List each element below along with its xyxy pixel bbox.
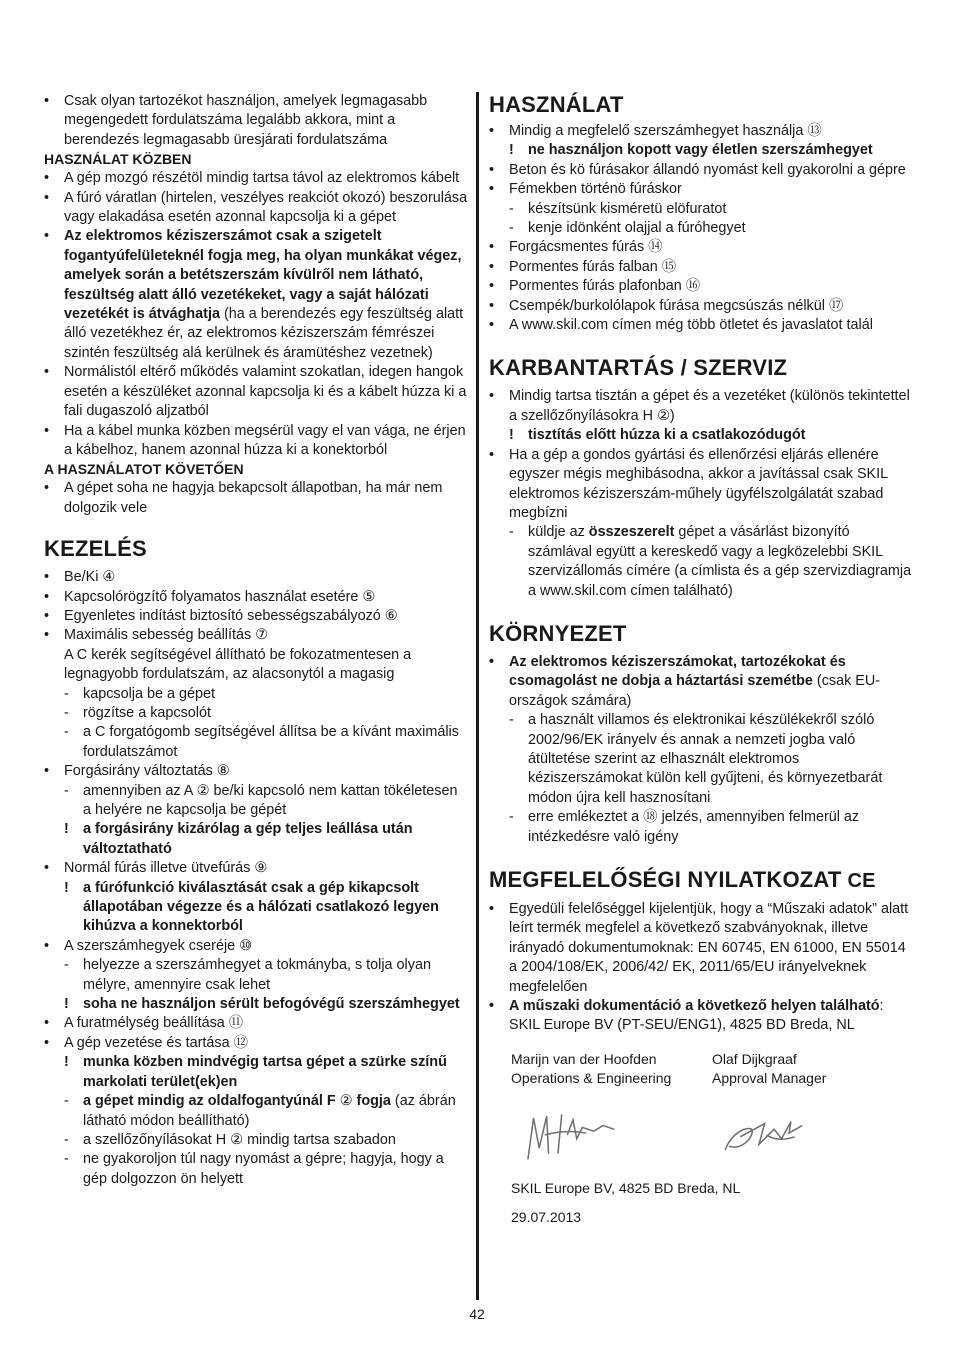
dash-item: - rögzítse a kapcsolót <box>64 704 211 721</box>
signatories <box>511 1050 913 1089</box>
paragraph: A C kerék segítségével állítható be fokozatmentesen a legnagyobb fordulatszám, az alacsonytól a magasig <box>64 646 412 683</box>
list-item: • Csak olyan tartozékot használjon, amelyek legmagasabb megengedett fordulatszáma legalább akkora, mint a berendezés legmagasabb üresjárati fordulatszáma <box>44 93 428 148</box>
dash-item: - a gépet mindig az oldalfogantyúnál F ② fogja (az ábrán látható módon beállítható) <box>64 1093 456 1129</box>
dash-item: - kenje idönként olajjal a fúróhegyet <box>509 220 746 237</box>
list-item: • Fémekben történö fúráskor <box>489 181 682 198</box>
list-item: • A gép vezetése és tartása ⑫ <box>44 1034 248 1051</box>
declaration-date: 29.07.2013 <box>511 1209 582 1226</box>
list-item: • Normálistól eltérő működés valamint szokatlan, idegen hangok esetén a készüléket azonnal kapcsolja ki és a kábelt húzza ki a fali dugaszoló aljzatból <box>44 364 467 420</box>
list-item: • Mindig a megfelelő szerszámhegyet használja ⑬ <box>489 123 822 139</box>
list-item: • Pormentes fúrás falban ⑮ <box>489 258 677 275</box>
subheading-after-use: A HASZNÁLATOT KÖVETŐEN <box>44 461 244 478</box>
dash-item: - a C forgatógomb segítségével állítsa be a kívánt maximális fordulatszámot <box>64 724 459 760</box>
left-column <box>44 92 468 1189</box>
dash-item: - a használt villamos és elektronikai készülékekről szóló 2002/96/EK irányelv és annak a nemzeti jogba való átültetése szerint az elhasznált elektromos kéziszerszámokat külön kell gyűjteni, és környezetbarát módon újra kell hasznosítani <box>509 712 883 806</box>
list-item: • Kapcsolórögzítő folyamatos használat esetére ⑤ <box>44 588 376 605</box>
signatory-2: Olaf Dijkgraaf Approval Manager <box>712 1050 827 1087</box>
section-title-kezeles: KEZELÉS <box>44 536 147 562</box>
ce-mark-icon: CE <box>847 870 876 892</box>
signature-1-icon <box>511 1099 712 1169</box>
list-item: • Be/Ki ④ <box>44 569 116 586</box>
subheading-during-use: HASZNÁLAT KÖZBEN <box>44 151 192 168</box>
list-item: • Pormentes fúrás plafonban ⑯ <box>489 278 701 295</box>
list-item: • A furatmélység beállítása ⑪ <box>44 1015 244 1032</box>
dash-item: - kapcsolja be a gépet <box>64 685 216 702</box>
right-column <box>489 92 913 1228</box>
dash-item: - a szellőzőnyílásokat H ② mindig tartsa szabadon <box>64 1131 396 1148</box>
section-title-declaration: MEGFELELŐSÉGI NYILATKOZAT CE <box>489 867 876 892</box>
dash-item: - helyezze a szerszámhegyet a tokmányba, s tolja olyan mélyre, amennyire csak lehet <box>64 957 431 993</box>
warning-item: ! a forgásirány kizárólag a gép teljes leállása után változtatható <box>64 821 413 857</box>
signature-2-icon <box>712 1099 913 1169</box>
column-divider <box>476 92 479 1300</box>
list-item: • A fúró váratlan (hirtelen, veszélyes reakciót okozó) beszorulása vagy elakadása esetén azonnal kapcsolja ki a gépet <box>44 189 468 226</box>
list-item: • Maximális sebesség beállítás ⑦ <box>44 627 269 644</box>
list-item: • Ha a kábel munka közben megsérül vagy el van vága, ne érjen a kábelhoz, hanem azonnal húzza ki a konektorból <box>44 422 466 458</box>
warning-item: ! a fúrófunkció kiválasztását csak a gép kikapcsolt állapotában végezze és a hálózati csatlakozó legyen kihúzva a konnektorból <box>64 879 439 935</box>
list-item: • A szerszámhegyek cseréje ⑩ <box>44 937 253 954</box>
dash-item: - készítsünk kisméretü elöfuratot <box>509 200 727 217</box>
dash-item: - küldje az összeszerelt gépet a vásárlást bizonyító számlával együtt a kereskedő vagy a legközelebbi SKIL szervizállomás címére (a címlista és a gép szervizdiagramja a www.skil.com címen található) <box>509 524 912 599</box>
signatory-1: Marijn van der Hoofden Operations & Engineering <box>511 1050 672 1087</box>
list-item: • Normál fúrás illetve ütvefúrás ⑨ <box>44 860 268 877</box>
dash-item: - amennyiben az A ② be/ki kapcsoló nem kattan tökéletesen a helyére ne kapcsolja be gépét <box>64 782 458 818</box>
list-item: • A műszaki dokumentáció a következő helyen található: SKIL Europe BV (PT-SEU/ENG1), 4825 BD Breda, NL <box>489 998 884 1034</box>
dash-item: - erre emlékeztet a ⑱ jelzés, amennyiben felmerül az intézkedésre való igény <box>509 809 860 845</box>
section-title-kornyezet: KÖRNYEZET <box>489 620 627 646</box>
list-item: • Forgásirány változtatás ⑧ <box>44 763 230 780</box>
page-number: 42 <box>469 1306 485 1322</box>
section-title-hasznalat: HASZNÁLAT <box>489 92 624 117</box>
list-item: • Mindig tartsa tisztán a gépet és a vezetéket (különös tekintettel a szellőzőnyílásokra H ②) <box>489 388 910 424</box>
company-address: SKIL Europe BV, 4825 BD Breda, NL <box>511 1179 741 1196</box>
list-item: • Beton és kö fúrásakor állandó nyomást kell gyakorolni a gépre <box>489 161 906 178</box>
list-item: • Egyedüli felelőséggel kijelentjük, hogy a “Műszaki adatok” alatt leírt termék megfelel a következő szabványoknak, illetve irányadó dokumentumoknak: EN 60745, EN 61000, EN 55014 a 2004/108/EK, 2006/42/ EK, 2011/65/EU irányelveknek megfelelően <box>489 901 909 995</box>
list-item: • A www.skil.com címen még több ötletet és javaslatot talál <box>489 317 873 334</box>
list-item: • Ha a gép a gondos gyártási és ellenőrzési eljárás ellenére egyszer mégis meghibásodna, akkor a javítással csak SKIL elektromos kéziszerszám-műhely ügyfélszolgálatát szabad megbízni <box>489 446 888 521</box>
dash-item: - ne gyakoroljon túl nagy nyomást a gépre; hagyja, hogy a gép dolgozzon ön helyett <box>64 1151 444 1187</box>
warning-item: ! soha ne használjon sérült befogóvégű szerszámhegyet <box>64 996 460 1013</box>
warning-item: ! ne használjon kopott vagy életlen szerszámhegyet <box>509 142 873 159</box>
list-item: • A gép mozgó részétöl mindig tartsa távol az elektromos kábelt <box>44 170 460 187</box>
list-item: • A gépet soha ne hagyja bekapcsolt állapotban, ha már nem dolgozik vele <box>44 480 443 516</box>
warning-item: ! tisztítás előtt húzza ki a csatlakozódugót <box>509 427 806 444</box>
section-title-karbantartas: KARBANTARTÁS / SZERVIZ <box>489 355 788 381</box>
list-item: • Az elektromos kéziszerszámokat, tartozékokat és csomagolást ne dobja a háztartási szemétbe (csak EU-országok számára) <box>489 653 881 709</box>
list-item: • Egyenletes indítást biztosító sebességszabályozó ⑥ <box>44 607 398 624</box>
list-item: • Forgácsmentes fúrás ⑭ <box>489 239 663 256</box>
list-item: • Csempék/burkolólapok fúrása megcsúszás nélkül ⑰ <box>489 297 844 314</box>
warning-item: ! munka közben mindvégig tartsa gépet a szürke színű markolati terület(ek)en <box>64 1054 447 1090</box>
list-item: • Az elektromos kéziszerszámot csak a szigetelt fogantyúfelületeknél fogja meg, ha olyan munkákat végez, amelyek során a betétszerszám kívülről nem látható, feszültség alatt álló vezetékeket, vagy a saját hálózati vezetékét is átvághatja (ha a berendezés egy feszültség alatt álló vezetékhez ér, az elektromos kéziszerszám fémrészei szintén feszültség alá kerülnek és áramütéshez vezetnek) <box>44 228 464 361</box>
signatures <box>511 1099 913 1169</box>
